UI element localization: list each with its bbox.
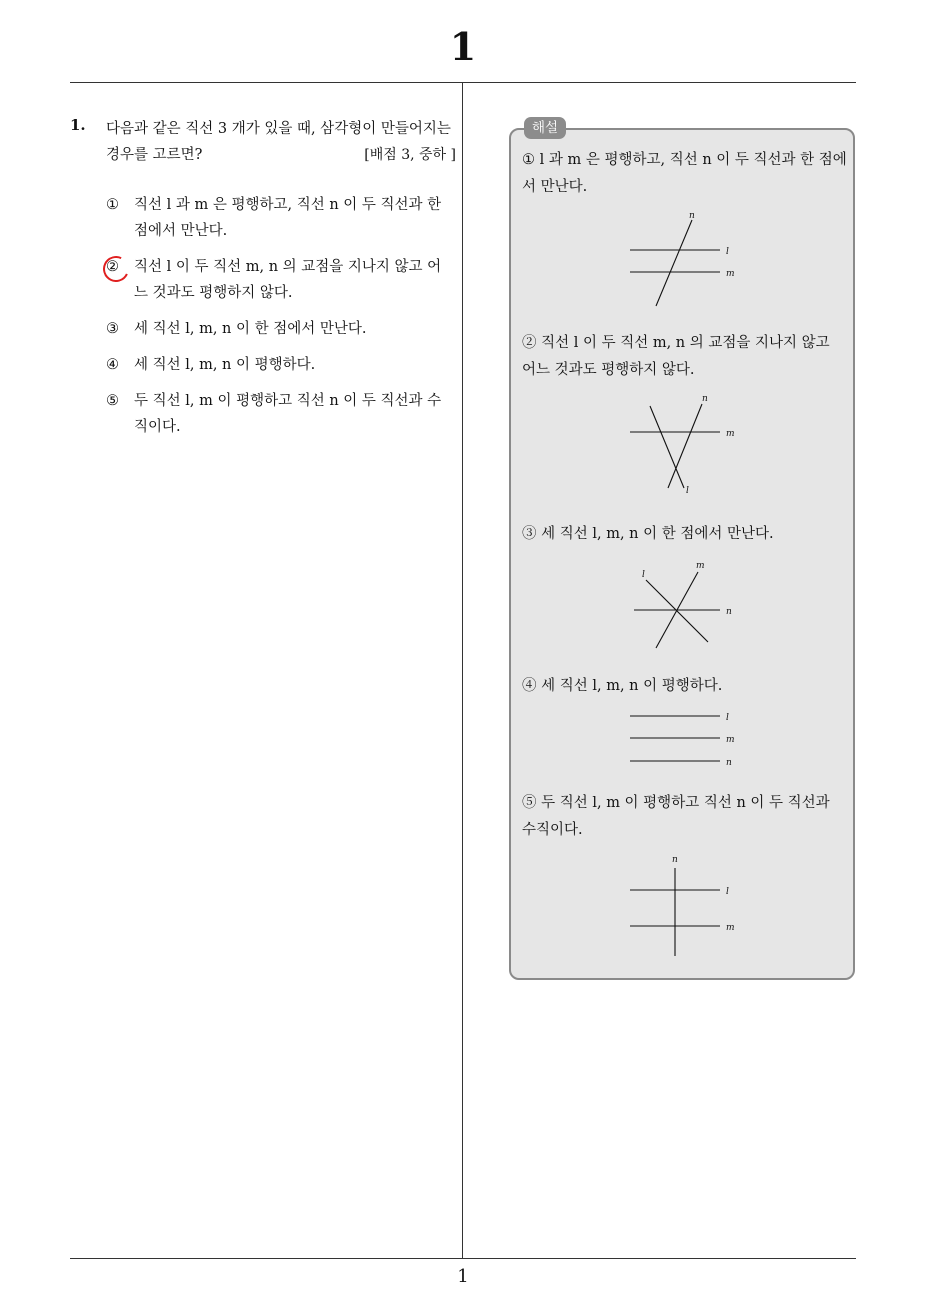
choice-mark: ③ xyxy=(106,321,119,337)
choice-text: 세 직선 l, m, n 이 한 점에서 만난다. xyxy=(134,321,367,337)
label-m: m xyxy=(696,561,705,571)
solution-tag: 해설 xyxy=(524,117,566,139)
question-number: 1. xyxy=(70,116,86,134)
choice-mark: ② xyxy=(106,259,119,275)
solution-item-2: ② 직선 l 이 두 직선 m, n 의 교점을 지나지 않고 어느 것과도 평행하지 않다. xyxy=(522,335,830,378)
label-n: n xyxy=(689,211,695,221)
label-l: l xyxy=(726,713,729,723)
choice-2[interactable] xyxy=(106,254,451,306)
label-l: l xyxy=(726,247,729,257)
label-n: n xyxy=(726,607,732,617)
header-rule xyxy=(70,82,856,83)
solution-item-5: ⑤ 두 직선 l, m 이 평행하고 직선 n 이 두 직선과 수직이다. xyxy=(522,795,830,838)
figure-3 xyxy=(620,558,750,653)
line-n xyxy=(656,220,692,306)
label-n: n xyxy=(726,758,732,768)
line-l xyxy=(650,406,684,488)
choice-text: 직선 l 과 m 은 평행하고, 직선 n 이 두 직선과 한 점에서 만난다. xyxy=(134,197,442,239)
solution-item-3: ③ 세 직선 l, m, n 이 한 점에서 만난다. xyxy=(522,526,774,542)
label-n: n xyxy=(672,855,678,865)
figure-1 xyxy=(620,208,750,308)
footer-rule xyxy=(70,1258,856,1259)
choice-list xyxy=(106,192,451,450)
choice-text: 세 직선 l, m, n 이 평행하다. xyxy=(134,357,316,373)
label-l: l xyxy=(726,887,729,897)
choice-text: 직선 l 이 두 직선 m, n 의 교점을 지나지 않고 어느 것과도 평행하지 않다. xyxy=(134,259,442,301)
choice-mark: ⑤ xyxy=(106,393,119,409)
choice-4[interactable] xyxy=(106,352,451,378)
choice-5[interactable] xyxy=(106,388,451,440)
label-m: m xyxy=(726,923,735,933)
solution-item-4: ④ 세 직선 l, m, n 이 평행하다. xyxy=(522,678,723,694)
figure-2 xyxy=(620,392,750,502)
figure-5 xyxy=(620,852,750,960)
choice-mark: ④ xyxy=(106,357,119,373)
choice-text: 두 직선 l, m 이 평행하고 직선 n 이 두 직선과 수직이다. xyxy=(134,393,442,435)
question-score: [배점 3, 중하 ] xyxy=(364,147,456,163)
page-header-number: 1 xyxy=(449,24,477,69)
label-m: m xyxy=(726,269,735,279)
label-m: m xyxy=(726,429,735,439)
label-l: l xyxy=(642,570,645,580)
label-l: l xyxy=(686,486,689,496)
question-stem xyxy=(106,116,456,168)
column-divider xyxy=(462,82,463,1258)
page-footer-number: 1 xyxy=(457,1266,469,1287)
choice-3[interactable] xyxy=(106,316,451,342)
choice-1[interactable] xyxy=(106,192,451,244)
line-n xyxy=(668,404,702,488)
question-text: 다음과 같은 직선 3 개가 있을 때, 삼각형이 만들어지는 경우를 고르면? xyxy=(106,121,451,163)
solution-item-1: ① l 과 m 은 평행하고, 직선 n 이 두 직선과 한 점에서 만난다. xyxy=(522,152,847,195)
label-n: n xyxy=(702,394,708,404)
choice-mark: ① xyxy=(106,197,119,213)
label-m: m xyxy=(726,735,735,745)
figure-4 xyxy=(620,706,750,768)
